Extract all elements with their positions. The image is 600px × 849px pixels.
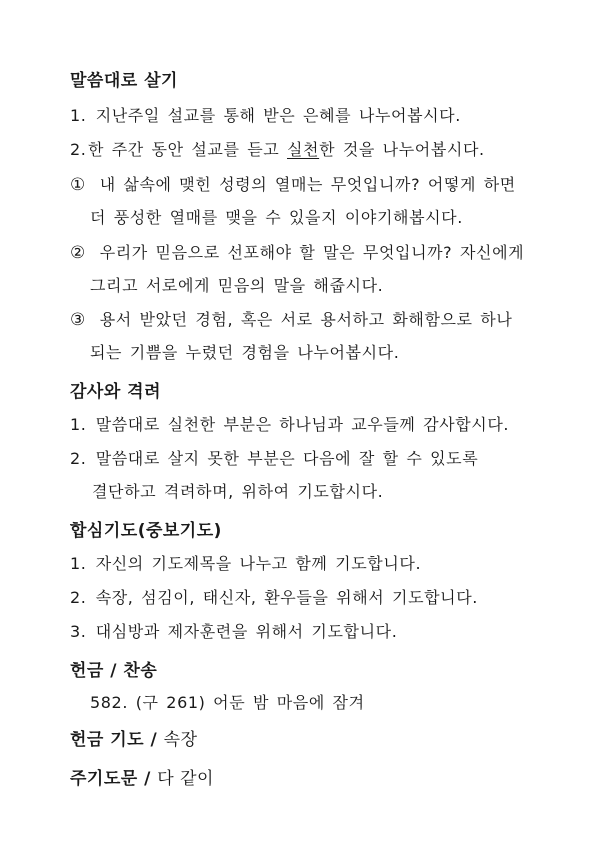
offering-title: 헌금: [70, 661, 104, 681]
question-text: 용서 받았던 경험, 혹은 서로 용서하고 화해함으로 하나: [99, 310, 513, 329]
item-text: 속장, 섬김이, 태신자, 환우들을 위해서 기도합니다.: [95, 588, 478, 607]
item-text-post: 한 것을 나누어봅시다.: [319, 140, 485, 159]
question-text-cont: 더 풍성한 열매를 맺을 수 있을지 이야기해봅시다.: [90, 208, 463, 227]
question-number: ②: [70, 243, 86, 263]
offering-prayer-heading: [70, 725, 198, 750]
question-text: 우리가 믿음으로 선포해야 할 말은 무엇입니까? 자신에게: [99, 243, 525, 262]
question-text-cont: 그리고 서로에게 믿음의 말을 해줍시다.: [90, 276, 384, 295]
question-number: ③: [70, 310, 86, 330]
list-item: [70, 551, 421, 574]
question-text-cont: 되는 기쁨을 누렸던 경험을 나누어봅시다.: [90, 343, 400, 362]
separator: /: [110, 661, 117, 681]
item-number: 1.: [70, 554, 87, 573]
lords-prayer-title: 주기도문: [70, 769, 138, 789]
section-title-thanks-encouragement: 감사와 격려: [70, 382, 162, 402]
question-item: [70, 307, 512, 330]
offering-heading: [70, 656, 157, 681]
list-item: [70, 137, 485, 160]
item-text: 말씀대로 살지 못한 부분은 다음에 잘 할 수 있도록: [95, 449, 479, 468]
item-number: 2.: [70, 588, 87, 607]
lords-prayer-heading: [70, 764, 214, 789]
item-number: 1.: [70, 106, 87, 125]
item-number: 2.: [70, 449, 87, 468]
item-text-cont: 결단하고 격려하며, 위하여 기도합시다.: [92, 482, 384, 501]
offering-prayer-leader: 속장: [163, 730, 198, 750]
offering-prayer-title: 헌금 기도: [70, 730, 145, 750]
item-text: 말씀대로 실천한 부분은 하나님과 교우들께 감사합시다.: [95, 415, 510, 434]
item-text-underlined: 실천: [287, 140, 320, 159]
list-item: [70, 412, 509, 435]
item-text: 자신의 기도제목을 나누고 함께 기도합니다.: [95, 554, 422, 573]
section-title-intercessory-prayer: 합심기도(중보기도): [70, 521, 222, 541]
separator: /: [150, 730, 158, 750]
list-item: [70, 103, 461, 126]
question-text: 내 삶속에 맺힌 성령의 열매는 무엇입니까? 어떻게 하면: [99, 175, 516, 194]
item-text: 대심방과 제자훈련을 위해서 기도합니다.: [95, 622, 398, 641]
question-item: [70, 172, 516, 195]
item-number: 3.: [70, 622, 87, 641]
list-item: [70, 619, 397, 642]
item-text: 지난주일 설교를 통해 받은 은혜를 나누어봅시다.: [95, 106, 461, 125]
hymn-title: 582. (구 261) 어둔 밤 마음에 잠겨: [90, 693, 365, 712]
item-number: 2.: [70, 140, 87, 159]
item-text-pre: 한 주간 동안 설교를 듣고: [88, 140, 287, 159]
list-item: [70, 446, 478, 469]
question-item: [70, 240, 524, 263]
lords-prayer-leader: 다 같이: [157, 769, 214, 789]
separator: /: [144, 769, 151, 789]
list-item: [70, 585, 478, 608]
section-title-living-by-word: 말씀대로 살기: [70, 71, 178, 91]
item-number: 1.: [70, 415, 87, 434]
question-number: ①: [70, 175, 86, 195]
hymn-label: 찬송: [123, 661, 158, 681]
